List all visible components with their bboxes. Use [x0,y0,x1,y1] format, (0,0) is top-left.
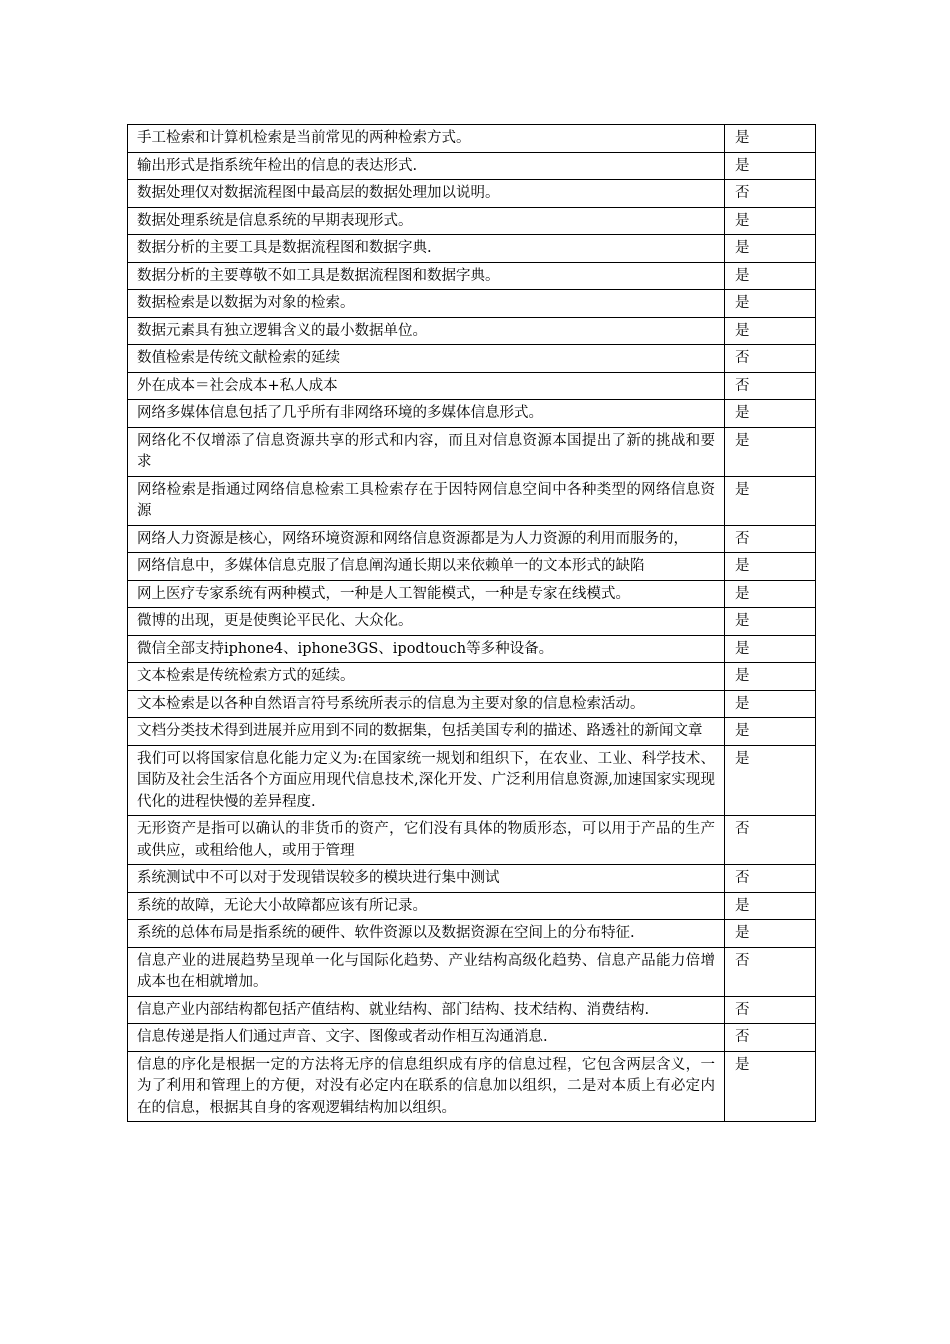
table-row [128,476,816,525]
table-row [128,427,816,476]
table-row [128,125,816,153]
table-row [128,892,816,920]
statement-cell: 微博的出现，更是使舆论平民化、大众化。 [128,608,725,636]
statement-cell: 数值检索是传统文献检索的延续 [128,345,725,373]
table-row [128,553,816,581]
table-row [128,400,816,428]
answer-cell: 否 [725,996,816,1024]
table-row [128,152,816,180]
answer-cell: 是 [725,427,816,476]
statement-cell: 网络人力资源是核心，网络环境资源和网络信息资源都是为人力资源的利用而服务的， [128,525,725,553]
answer-cell: 是 [725,580,816,608]
statement-cell: 无形资产是指可以确认的非货币的资产，它们没有具体的物质形态，可以用于产品的生产或供应，或租给他人，或用于管理 [128,816,725,865]
statement-cell: 网络信息中，多媒体信息克服了信息阐沟通长期以来依赖单一的文本形式的缺陷 [128,553,725,581]
answer-cell: 是 [725,745,816,816]
statement-cell: 手工检索和计算机检索是当前常见的两种检索方式。 [128,125,725,153]
statement-cell: 系统的故障，无论大小故障都应该有所记录。 [128,892,725,920]
statement-cell: 输出形式是指系统年检出的信息的表达形式. [128,152,725,180]
table-row [128,920,816,948]
statement-cell: 系统的总体布局是指系统的硬件、软件资源以及数据资源在空间上的分布特征. [128,920,725,948]
answer-cell: 是 [725,718,816,746]
answer-cell: 是 [725,207,816,235]
statement-cell: 数据分析的主要工具是数据流程图和数据字典. [128,235,725,263]
statement-cell: 数据元素具有独立逻辑含义的最小数据单位。 [128,317,725,345]
answer-cell: 否 [725,372,816,400]
statement-cell: 信息的序化是根据一定的方法将无序的信息组织成有序的信息过程，它包含两层含义，一为了利用和管理上的方便，对没有必定内在联系的信息加以组织，二是对本质上有必定内在的信息，根据其自身的客观逻辑结构加以组织。 [128,1051,725,1122]
statement-cell: 信息产业内部结构都包括产值结构、就业结构、部门结构、技术结构、消费结构. [128,996,725,1024]
answer-cell: 否 [725,525,816,553]
statement-cell: 文本检索是以各种自然语言符号系统所表示的信息为主要对象的信息检索活动。 [128,690,725,718]
table-row [128,690,816,718]
answer-cell: 否 [725,865,816,893]
statement-cell: 数据检索是以数据为对象的检索。 [128,290,725,318]
statement-cell: 数据处理系统是信息系统的早期表现形式。 [128,207,725,235]
answer-cell: 是 [725,125,816,153]
answer-cell: 否 [725,180,816,208]
table-row [128,1051,816,1122]
answer-cell: 是 [725,553,816,581]
statement-cell: 文档分类技术得到进展并应用到不同的数据集，包括美国专利的描述、路透社的新闻文章 [128,718,725,746]
answer-cell: 是 [725,920,816,948]
table-row [128,718,816,746]
answer-cell: 是 [725,262,816,290]
answer-cell: 是 [725,317,816,345]
table-row [128,947,816,996]
answer-cell: 是 [725,635,816,663]
statement-cell: 我们可以将国家信息化能力定义为:在国家统一规划和组织下，在农业、工业、科学技术、国防及社会生活各个方面应用现代信息技术,深化开发、广泛利用信息资源,加速国家实现现代化的进程快慢的差异程度. [128,745,725,816]
answer-cell: 是 [725,235,816,263]
statement-cell: 信息传递是指人们通过声音、文字、图像或者动作相互沟通消息. [128,1024,725,1052]
table-row [128,996,816,1024]
answer-cell: 是 [725,476,816,525]
answer-cell: 是 [725,608,816,636]
statement-cell: 网上医疗专家系统有两种模式，一种是人工智能模式，一种是专家在线模式。 [128,580,725,608]
table-row [128,635,816,663]
statement-cell: 外在成本＝社会成本+私人成本 [128,372,725,400]
table-body [128,125,816,1122]
table-row [128,663,816,691]
answer-cell: 是 [725,663,816,691]
answer-cell: 否 [725,947,816,996]
statement-cell: 信息产业的进展趋势呈现单一化与国际化趋势、产业结构高级化趋势、信息产品能力倍增成本也在相就增加。 [128,947,725,996]
statement-cell: 网络多媒体信息包括了几乎所有非网络环境的多媒体信息形式。 [128,400,725,428]
table-row [128,580,816,608]
answer-cell: 是 [725,1051,816,1122]
answer-cell: 是 [725,690,816,718]
table-row [128,207,816,235]
statement-cell: 文本检索是传统检索方式的延续。 [128,663,725,691]
table-row [128,1024,816,1052]
answer-cell: 是 [725,290,816,318]
table-row [128,345,816,373]
statement-cell: 网络化不仅增添了信息资源共享的形式和内容，而且对信息资源本国提出了新的挑战和要求 [128,427,725,476]
answer-cell: 否 [725,816,816,865]
table-row [128,865,816,893]
table-row [128,262,816,290]
table-row [128,816,816,865]
answer-cell: 是 [725,400,816,428]
statement-cell: 数据处理仅对数据流程图中最高层的数据处理加以说明。 [128,180,725,208]
answer-cell: 否 [725,345,816,373]
table-row [128,235,816,263]
table-row [128,372,816,400]
statement-cell: 微信全部支持iphone4、iphone3GS、ipodtouch等多种设备。 [128,635,725,663]
table-row [128,290,816,318]
table-row [128,317,816,345]
statement-cell: 数据分析的主要尊敬不如工具是数据流程图和数据字典。 [128,262,725,290]
answer-cell: 是 [725,892,816,920]
table-row [128,525,816,553]
table-row [128,745,816,816]
answer-cell: 是 [725,152,816,180]
statement-cell: 系统测试中不可以对于发现错误较多的模块进行集中测试 [128,865,725,893]
table-row [128,180,816,208]
true-false-table [127,124,816,1122]
statement-cell: 网络检索是指通过网络信息检索工具检索存在于因特网信息空间中各种类型的网络信息资源 [128,476,725,525]
answer-cell: 否 [725,1024,816,1052]
table-row [128,608,816,636]
